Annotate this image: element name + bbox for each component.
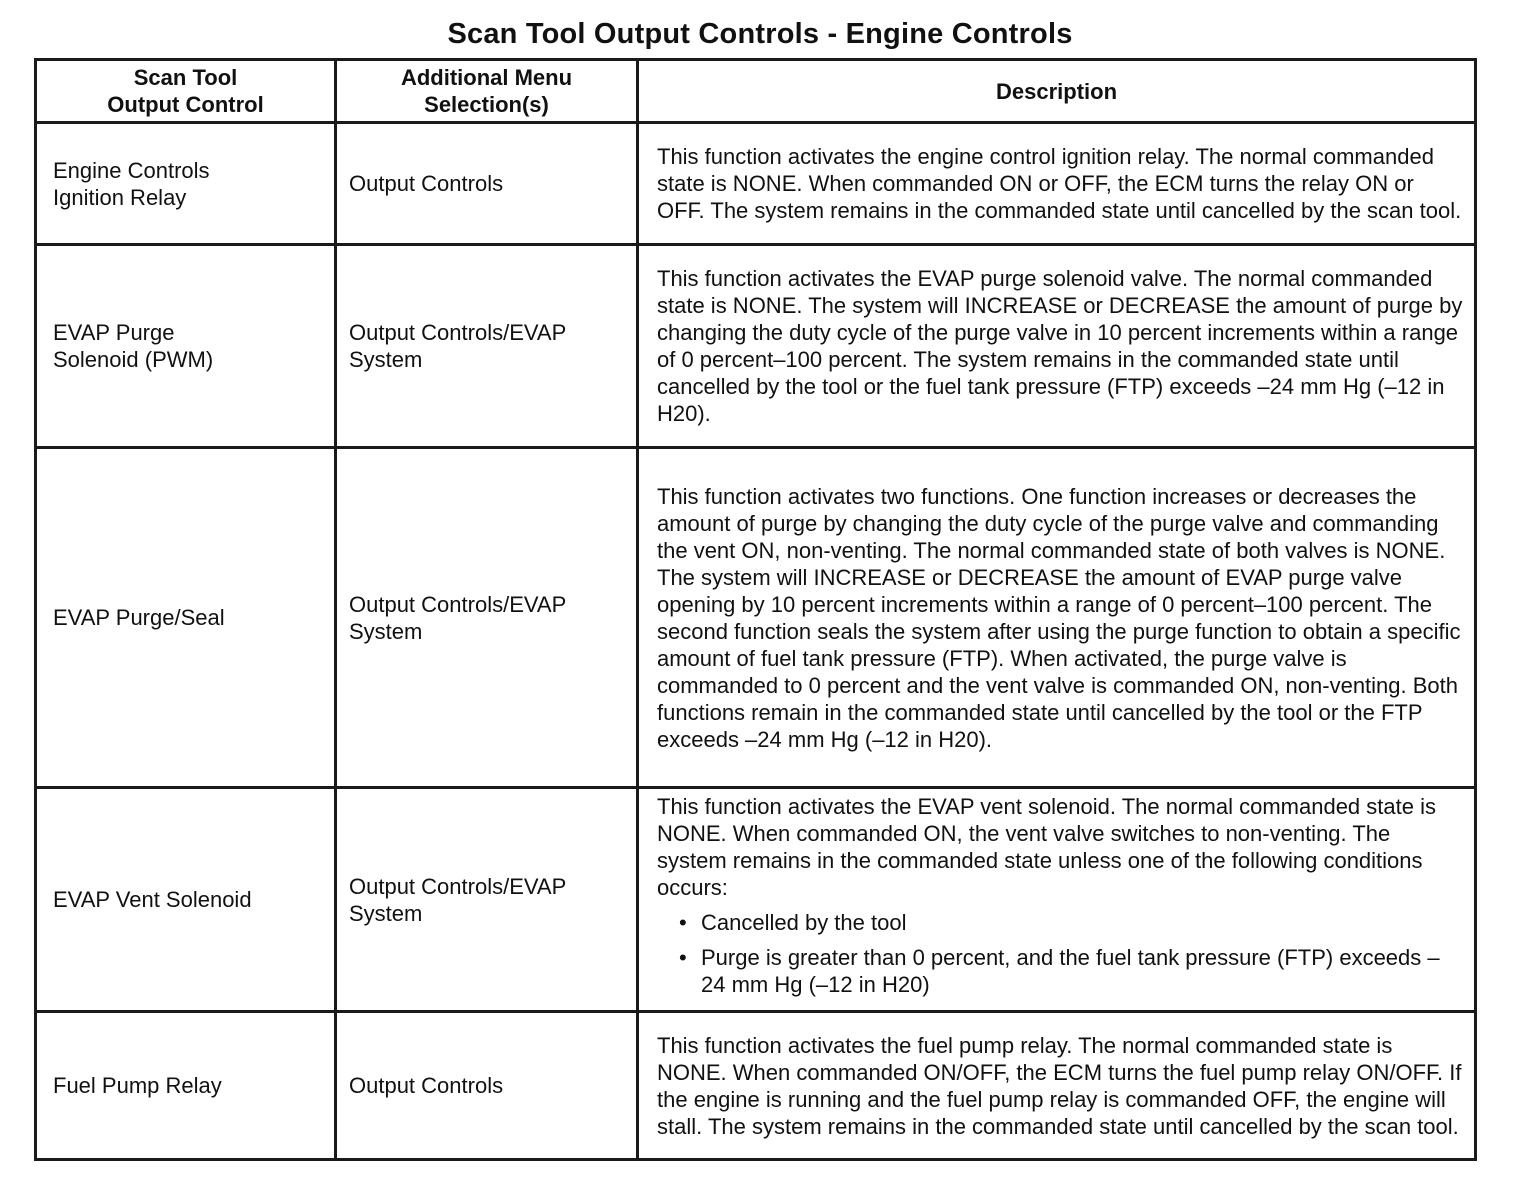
- table-row: [36, 788, 1476, 1012]
- output-control-line: Ignition Relay: [53, 184, 187, 210]
- output-control-cell: [36, 448, 336, 788]
- menu-selection-cell: [336, 123, 638, 245]
- description-text: This function activates the EVAP vent solenoid. The normal commanded state is NONE. When commanded ON, the vent valve switches to non-venting. The system remains in the commanded state unless one of the following conditions occurs:: [657, 794, 1436, 900]
- description-text: This function activates two functions. One function increases or decreases the amount of purge by changing the duty cycle of the purge valve and commanding the vent ON, non-venting. The normal commanded state of both valves is NONE. The system will INCREASE or DECREASE the amount of EVAP purge valve opening by 10 percent increments within a range of 0 percent–100 percent. The second function seals the system after using the purge function to obtain a specific amount of fuel tank pressure (FTP). When activated, the purge valve is commanded to 0 percent and the vent valve is commanded ON, non-venting. Both functions remain in the commanded state until cancelled by the tool or the FTP exceeds –24 mm Hg (–12 in H20).: [657, 483, 1461, 752]
- menu-selection-cell: [336, 448, 638, 788]
- output-control-line: EVAP Purge: [53, 320, 175, 345]
- table-row: [36, 123, 1476, 245]
- menu-selection-cell: [336, 1012, 638, 1160]
- header-menu-selection: [336, 60, 638, 123]
- list-item: • Purge is greater than 0 percent, and the fuel tank pressure (FTP) exceeds –24 mm Hg (–12 in H20): [701, 944, 1464, 998]
- description-cell: [638, 245, 1476, 448]
- description-cell: [638, 1012, 1476, 1160]
- description-cell: [638, 788, 1476, 1012]
- description-cell: [638, 448, 1476, 788]
- table-row: [36, 448, 1476, 788]
- menu-selection-cell: [336, 788, 638, 1012]
- table-row: [36, 1012, 1476, 1160]
- conditions-list: [657, 909, 1464, 998]
- output-control-line: EVAP Vent Solenoid: [53, 887, 252, 912]
- menu-selection-line: Output Controls/EVAP: [349, 873, 567, 899]
- menu-selection-line: System: [349, 347, 423, 372]
- output-control-line: EVAP Purge/Seal: [53, 605, 225, 630]
- output-control-line: Engine Controls: [53, 157, 210, 183]
- menu-selection-line: System: [349, 618, 423, 644]
- header-output-control: [36, 60, 336, 123]
- header-output-control-line1: Scan Tool: [133, 65, 238, 90]
- page-title: Scan Tool Output Controls - Engine Controls: [447, 18, 1073, 50]
- output-control-cell: [36, 788, 336, 1012]
- output-control-line: Fuel Pump Relay: [53, 1073, 222, 1098]
- output-control-line: Solenoid (PWM): [53, 347, 214, 372]
- header-row: [36, 60, 1476, 123]
- menu-selection-line: Output Controls: [349, 171, 504, 196]
- output-control-cell: [36, 245, 336, 448]
- output-control-cell: [36, 1012, 336, 1160]
- output-controls-table: [34, 58, 1477, 1161]
- menu-selection-line: Output Controls/EVAP: [349, 320, 567, 345]
- list-item: • Cancelled by the tool: [701, 909, 1464, 936]
- description-text: This function activates the engine control ignition relay. The normal commanded state is NONE. When commanded ON or OFF, the ECM turns the relay ON or OFF. The system remains in the commanded state until cancelled by the scan tool.: [657, 144, 1462, 223]
- description-text: This function activates the fuel pump relay. The normal commanded state is NONE. When commanded ON/OFF, the ECM turns the fuel pump relay ON/OFF. If the engine is running and the fuel pump relay is commanded OFF, the engine will stall. The system remains in the commanded state until cancelled by the scan tool.: [657, 1032, 1462, 1139]
- header-menu-selection-line2: Selection(s): [424, 92, 549, 117]
- description-text: This function activates the EVAP purge solenoid valve. The normal commanded state is NONE. The system will INCREASE or DECREASE the amount of purge by changing the duty cycle of the purge valve in 10 percent increments within a range of 0 percent–100 percent. The system remains in the commanded state until cancelled by the tool or the fuel tank pressure (FTP) exceeds –24 mm Hg (–12 in H20).: [657, 266, 1463, 426]
- menu-selection-line: Output Controls: [349, 1073, 504, 1098]
- menu-selection-cell: [336, 245, 638, 448]
- table-row: [36, 245, 1476, 448]
- menu-selection-line: System: [349, 900, 423, 926]
- description-cell: [638, 123, 1476, 245]
- output-control-cell: [36, 123, 336, 245]
- header-output-control-line2: Output Control: [107, 92, 264, 117]
- header-menu-selection-line1: Additional Menu: [400, 65, 573, 90]
- menu-selection-line: Output Controls/EVAP: [349, 591, 567, 617]
- header-description: Description: [638, 60, 1476, 123]
